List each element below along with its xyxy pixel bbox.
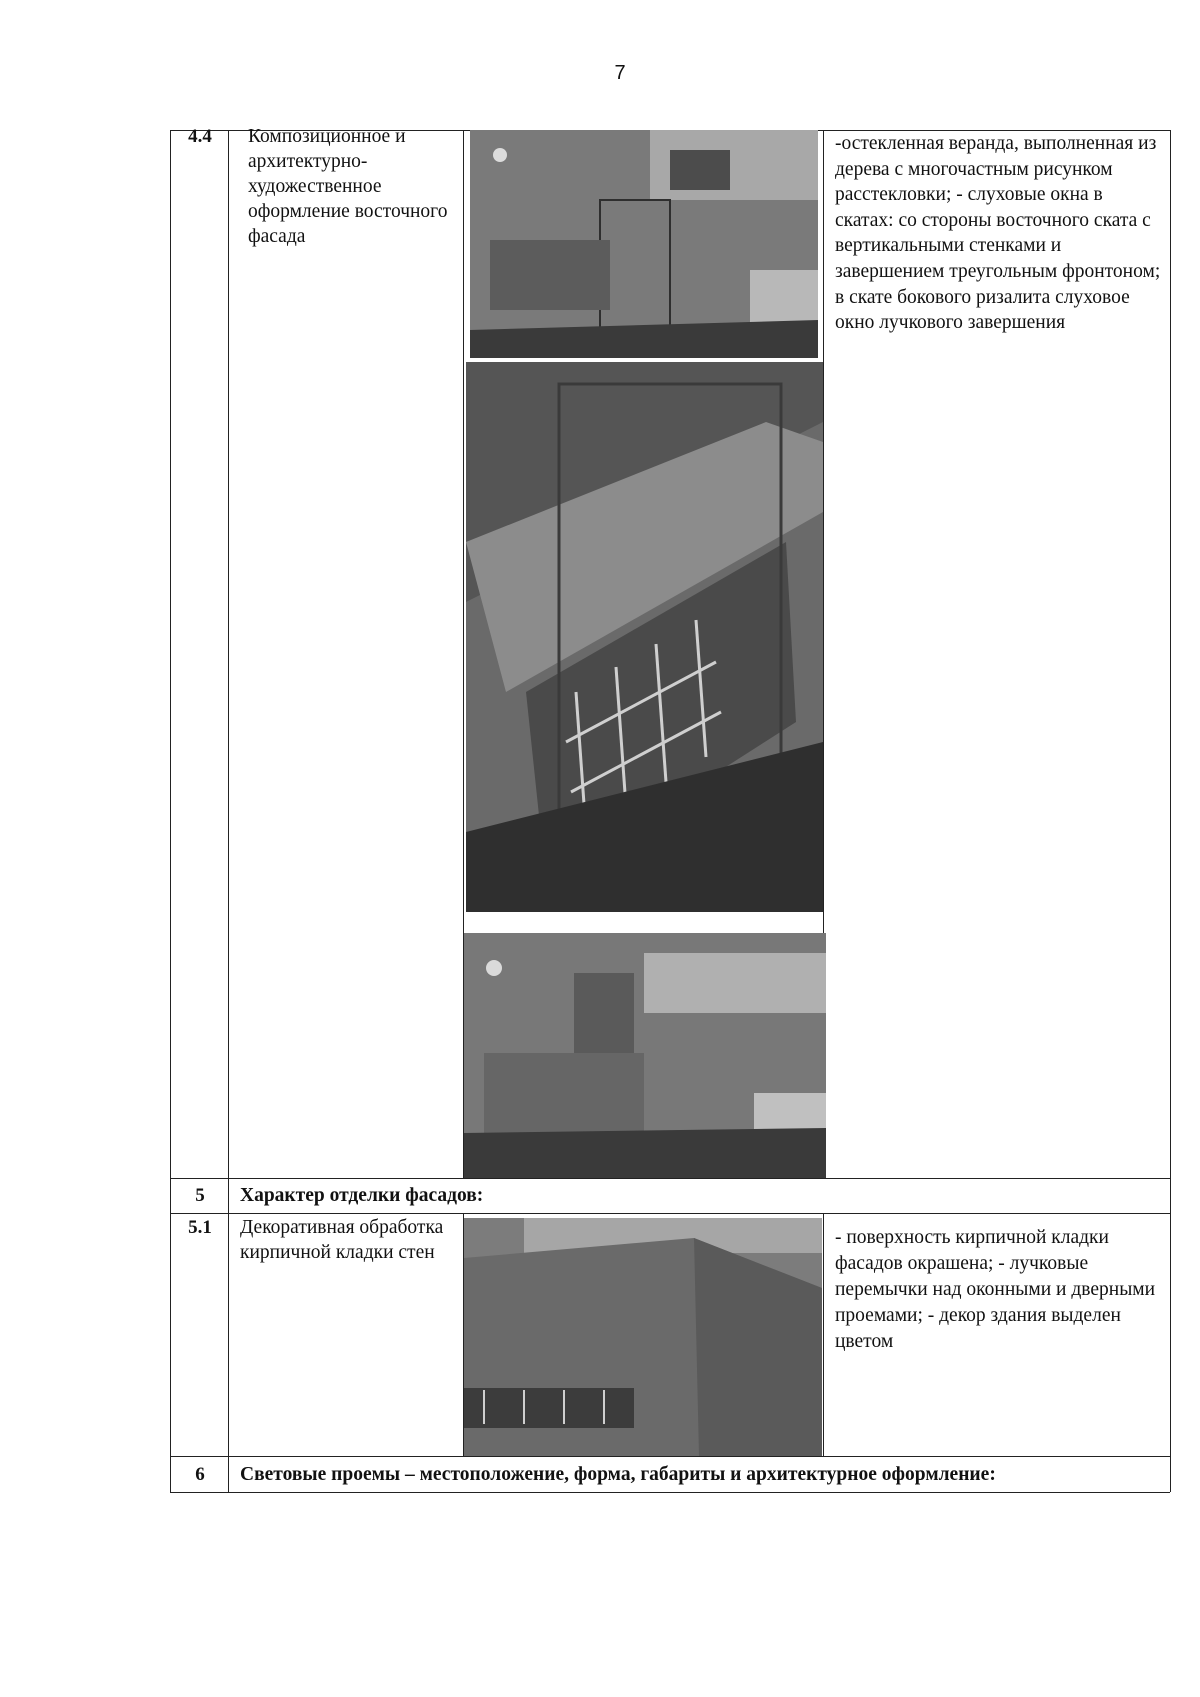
column-rule xyxy=(228,130,229,1492)
row-title-4-4: Композиционное и архитектурно-художественное оформление восточного фасада xyxy=(248,126,448,247)
column-rule xyxy=(1170,130,1171,1492)
row-title-5-1: Декоративная обработка кирпичной кладки стен xyxy=(240,1217,444,1263)
column-rule xyxy=(170,130,171,1492)
row-number-4-4: 4.4 xyxy=(188,126,212,147)
row-rule xyxy=(170,1456,1170,1457)
row-rule xyxy=(170,1492,1170,1493)
row-description-4-4: -остекленная веранда, выполненная из дерева с многочастным рисунком расстекловки; - слуховые окна в скатах: со стороны восточного ската с вертикальными стенками и завершением треугольным фронтоном; в скате бокового ризалита слуховое окно лучкового завершения xyxy=(835,133,1161,334)
page-number: 7 xyxy=(614,62,626,84)
column-rule xyxy=(823,1213,824,1456)
section-heading-5: Характер отделки фасадов: xyxy=(240,1185,484,1206)
section-heading-6: Световые проемы – местоположение, форма, габариты и архитектурное оформление: xyxy=(240,1464,996,1485)
row-number-5: 5 xyxy=(195,1185,205,1206)
facade-photo-overview xyxy=(470,130,818,358)
veranda-photo xyxy=(466,362,823,912)
row-number-5-1: 5.1 xyxy=(188,1217,212,1238)
row-rule xyxy=(170,1213,1170,1214)
row-rule xyxy=(170,1178,1170,1179)
brickwork-photo xyxy=(464,1218,822,1456)
row-description-5-1: - поверхность кирпичной кладки фасадов окрашена; - лучковые перемычки над оконными и дверными проемами; - декор здания выделен цветом xyxy=(835,1227,1156,1352)
row-number-6: 6 xyxy=(195,1464,205,1485)
facade-photo-context xyxy=(464,933,826,1178)
